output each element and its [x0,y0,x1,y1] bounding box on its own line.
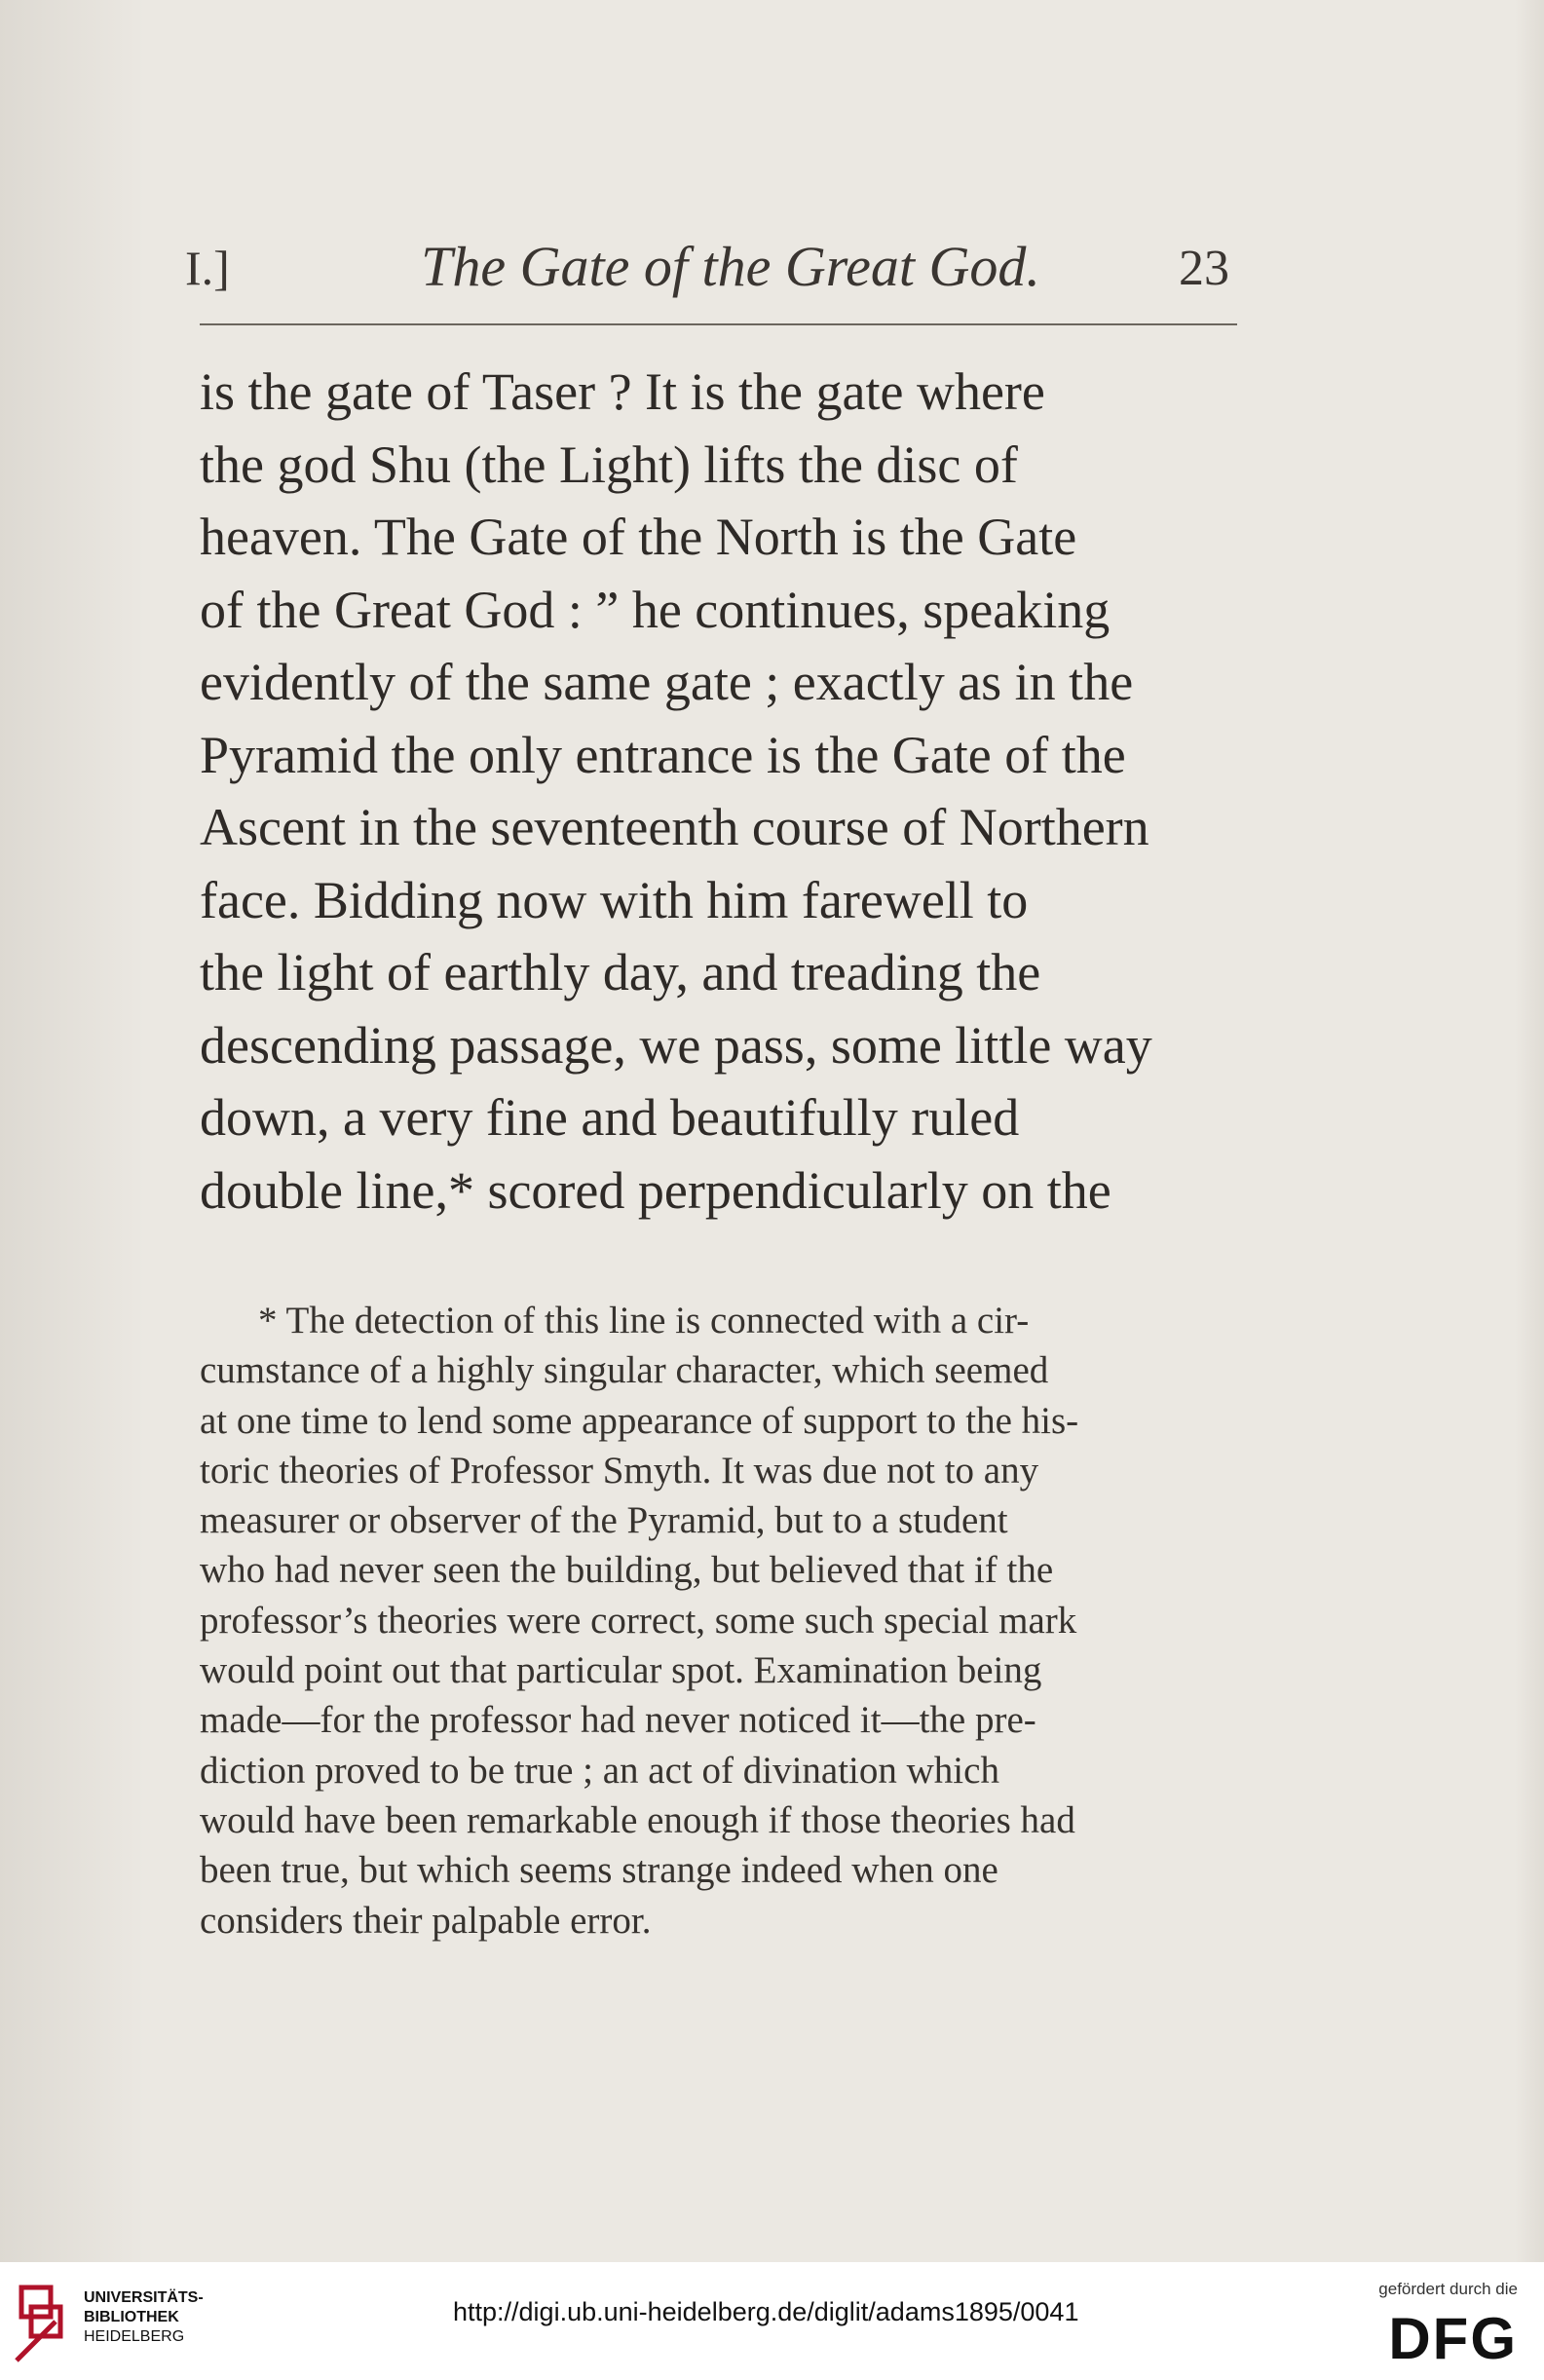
footnote-line: would have been remarkable enough if those theories had [200,1798,1075,1841]
body-line: down, a very fine and beautifully ruled [200,1088,1020,1147]
running-head-section: I.] [185,241,230,295]
body-line: Pyramid the only entrance is the Gate of the [200,725,1126,784]
footnote-line: cumstance of a highly singular character, which seemed [200,1349,1049,1392]
library-name-line: HEIDELBERG [84,2328,185,2345]
library-name-line: BIBLIOTHEK [84,2309,179,2325]
footnote-line: * The detection of this line is connected with a cir- [258,1300,1030,1341]
body-line: is the gate of Taser ? It is the gate where [200,362,1045,421]
library-logo-icon [12,2278,70,2365]
running-head-title: The Gate of the Great God. [421,235,1040,298]
footnote-line: measurer or observer of the Pyramid, but to a student [200,1499,1008,1542]
footnote-line: diction proved to be true ; an act of divination which [200,1749,999,1792]
footnote [200,1296,1247,1946]
dfg-logo: DFG [1388,2306,1518,2371]
footnote-line: been true, but which seems strange indeed when one [200,1849,998,1892]
body-line: the god Shu (the Light) lifts the disc of [200,434,1018,494]
footnote-line: toric theories of Professor Smyth. It was due not to any [200,1449,1039,1492]
body-line: of the Great God : ” he continues, speaking [200,580,1111,639]
footnote-line: who had never seen the building, but believed that if the [200,1549,1054,1592]
body-line: descending passage, we pass, some little way [200,1015,1152,1075]
footnote-line: at one time to lend some appearance of support to the his- [200,1399,1079,1442]
funding-label: gefördert durch die [1378,2280,1518,2298]
library-name-line: UNIVERSITÄTS- [84,2289,204,2306]
body-line: face. Bidding now with him farewell to [200,870,1029,929]
footnote-line: professor’s theories were correct, some such special mark [200,1599,1077,1642]
body-line: the light of earthly day, and treading the [200,943,1041,1001]
header-rule [200,323,1237,325]
footnote-line: considers their palpable error. [200,1899,652,1942]
footnote-line: made—for the professor had never noticed it—the pre- [200,1699,1036,1742]
body-line: double line,* scored perpendicularly on the [200,1160,1111,1220]
digitization-footer [0,2262,1544,2380]
permalink-url[interactable]: http://digi.ub.uni-heidelberg.de/diglit/adams1895/0041 [453,2297,1079,2326]
footnote-line: would point out that particular spot. Examination being [200,1649,1042,1692]
page-number: 23 [1179,241,1229,296]
body-text [200,356,1237,1227]
body-line: evidently of the same gate ; exactly as in the [200,653,1134,711]
body-line: Ascent in the seventeenth course of Northern [200,798,1149,856]
body-line: heaven. The Gate of the North is the Gate [200,508,1077,566]
